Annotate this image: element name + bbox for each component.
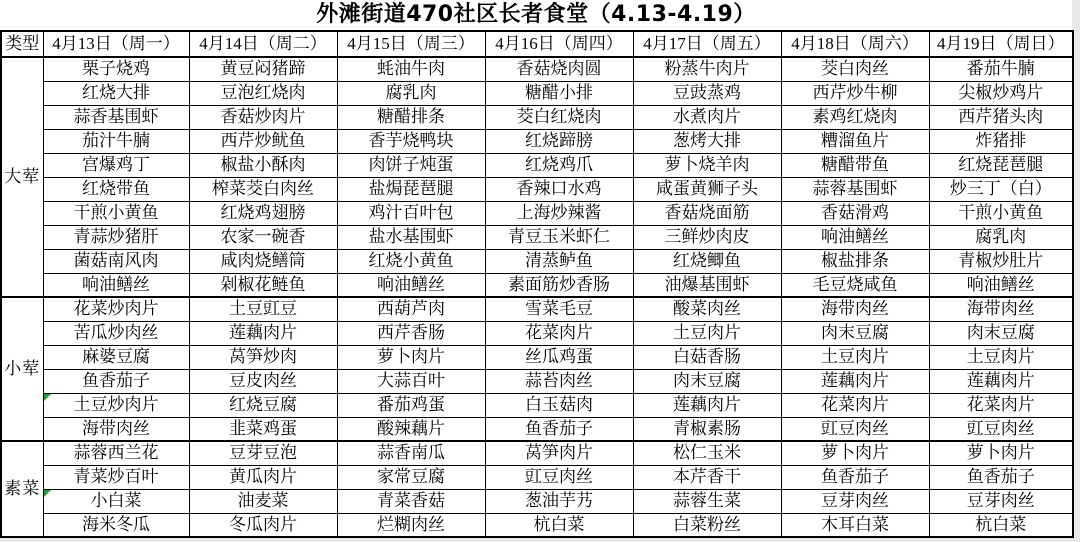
dish-cell: 蒜蓉生菜 xyxy=(633,489,781,513)
dish-cell: 粉蒸牛肉片 xyxy=(633,57,781,81)
dish-cell: 蒜蓉基围虾 xyxy=(781,177,929,201)
dish-cell: 上海炒辣酱 xyxy=(485,201,633,225)
dish-cell: 尖椒炒鸡片 xyxy=(929,81,1073,105)
dish-cell: 白玉菇肉 xyxy=(485,393,633,417)
dish-cell: 莴笋肉片 xyxy=(485,441,633,465)
dish-cell: 葱油芋艿 xyxy=(485,489,633,513)
dish-cell: 油爆基围虾 xyxy=(633,273,781,297)
dish-cell: 炸猪排 xyxy=(929,129,1073,153)
table-row xyxy=(1,297,1073,321)
dish-cell: 西芹炒鱿鱼 xyxy=(189,129,337,153)
dish-cell: 豆芽豆泡 xyxy=(189,441,337,465)
dish-cell: 萝卜肉片 xyxy=(781,441,929,465)
dish-cell: 椒盐小酥肉 xyxy=(189,153,337,177)
dish-cell: 莲藕肉片 xyxy=(929,369,1073,393)
dish-cell: 木耳白菜 xyxy=(781,513,929,537)
dish-cell: 红烧大排 xyxy=(43,81,189,105)
dish-cell: 红烧鲫鱼 xyxy=(633,249,781,273)
dish-cell: 海米冬瓜 xyxy=(43,513,189,537)
dish-cell: 茄汁牛腩 xyxy=(43,129,189,153)
table-row xyxy=(1,417,1073,441)
dish-cell: 花菜肉片 xyxy=(781,393,929,417)
dish-cell: 糟溜鱼片 xyxy=(781,129,929,153)
dish-cell: 小白菜 xyxy=(43,489,189,513)
dish-cell: 农家一碗香 xyxy=(189,225,337,249)
dish-cell: 鱼香茄子 xyxy=(43,369,189,393)
type-column-header: 类型 xyxy=(1,31,43,57)
dish-cell: 豆芽肉丝 xyxy=(929,489,1073,513)
day-column-header: 4月19日（周日） xyxy=(929,31,1073,57)
dish-cell: 萝卜烧羊肉 xyxy=(633,153,781,177)
day-column-header: 4月16日（周四） xyxy=(485,31,633,57)
dish-cell: 海带肉丝 xyxy=(43,417,189,441)
dish-cell: 番茄鸡蛋 xyxy=(337,393,485,417)
dish-cell: 土豆肉片 xyxy=(929,345,1073,369)
dish-cell: 莲藕肉片 xyxy=(781,369,929,393)
page-title: 外滩街道470社区长者食堂（4.13-4.19） xyxy=(0,0,1072,30)
table-row xyxy=(1,153,1073,177)
dish-cell: 莴笋炒肉 xyxy=(189,345,337,369)
table-row xyxy=(1,273,1073,297)
dish-cell: 豆泡红烧肉 xyxy=(189,81,337,105)
table-row xyxy=(1,441,1073,465)
dish-cell: 黄豆闷猪蹄 xyxy=(189,57,337,81)
dish-cell: 青椒炒肚片 xyxy=(929,249,1073,273)
dish-cell: 响油鳝丝 xyxy=(43,273,189,297)
dish-cell: 榨菜茭白肉丝 xyxy=(189,177,337,201)
table-row xyxy=(1,81,1073,105)
dish-cell: 响油鳝丝 xyxy=(929,273,1073,297)
dish-cell: 土豆肉片 xyxy=(781,345,929,369)
dish-cell: 茭白肉丝 xyxy=(781,57,929,81)
dish-cell: 杭白菜 xyxy=(485,513,633,537)
dish-cell: 素面筋炒香肠 xyxy=(485,273,633,297)
dish-cell: 蚝油牛肉 xyxy=(337,57,485,81)
dish-cell: 响油鳝丝 xyxy=(781,225,929,249)
dish-cell: 糖醋带鱼 xyxy=(781,153,929,177)
dish-cell: 响油鳝丝 xyxy=(337,273,485,297)
dish-cell: 大蒜百叶 xyxy=(337,369,485,393)
dish-cell: 咸肉烧鳝筒 xyxy=(189,249,337,273)
dish-cell: 蒜香基围虾 xyxy=(43,105,189,129)
table-row xyxy=(1,465,1073,489)
dish-cell: 萝卜肉片 xyxy=(337,345,485,369)
dish-cell: 蒜香南瓜 xyxy=(337,441,485,465)
dish-cell: 杭白菜 xyxy=(929,513,1073,537)
dish-cell: 青蒜炒猪肝 xyxy=(43,225,189,249)
table-row xyxy=(1,225,1073,249)
dish-cell: 椒盐排条 xyxy=(781,249,929,273)
dish-cell: 花菜肉片 xyxy=(485,321,633,345)
dish-cell: 红烧蹄膀 xyxy=(485,129,633,153)
dish-cell: 白菜粉丝 xyxy=(633,513,781,537)
dish-cell: 红烧鸡爪 xyxy=(485,153,633,177)
section-label: 素菜 xyxy=(1,441,43,537)
dish-cell: 青椒素肠 xyxy=(633,417,781,441)
dish-cell: 土豆肉片 xyxy=(633,321,781,345)
table-row xyxy=(1,513,1073,537)
dish-cell: 三鲜炒肉皮 xyxy=(633,225,781,249)
dish-cell: 苦瓜炒肉丝 xyxy=(43,321,189,345)
dish-cell: 萝卜肉片 xyxy=(929,441,1073,465)
day-column-header: 4月14日（周二） xyxy=(189,31,337,57)
dish-cell: 豇豆肉丝 xyxy=(929,417,1073,441)
dish-cell: 香菇烧面筋 xyxy=(633,201,781,225)
table-row xyxy=(1,345,1073,369)
table-row xyxy=(1,489,1073,513)
dish-cell: 鸡汁百叶包 xyxy=(337,201,485,225)
dish-cell: 蒜蓉西兰花 xyxy=(43,441,189,465)
dish-cell: 西葫芦肉 xyxy=(337,297,485,321)
dish-cell: 香菇滑鸡 xyxy=(781,201,929,225)
dish-cell: 白菇香肠 xyxy=(633,345,781,369)
dish-cell: 韭菜鸡蛋 xyxy=(189,417,337,441)
dish-cell: 花菜炒肉片 xyxy=(43,297,189,321)
dish-cell: 肉末豆腐 xyxy=(633,369,781,393)
dish-cell: 干煎小黄鱼 xyxy=(929,201,1073,225)
dish-cell: 腐乳肉 xyxy=(337,81,485,105)
table-row xyxy=(1,321,1073,345)
dish-cell: 土豆豇豆 xyxy=(189,297,337,321)
dish-cell: 冬瓜肉片 xyxy=(189,513,337,537)
dish-cell: 毛豆烧咸鱼 xyxy=(781,273,929,297)
dish-cell: 海带肉丝 xyxy=(781,297,929,321)
dish-cell: 麻婆豆腐 xyxy=(43,345,189,369)
dish-cell: 莲藕肉片 xyxy=(633,393,781,417)
dish-cell: 清蒸鲈鱼 xyxy=(485,249,633,273)
dish-cell: 油麦菜 xyxy=(189,489,337,513)
table-row xyxy=(1,129,1073,153)
dish-cell: 干煎小黄鱼 xyxy=(43,201,189,225)
dish-cell: 盐焗琵琶腿 xyxy=(337,177,485,201)
dish-cell: 酸菜肉丝 xyxy=(633,297,781,321)
dish-cell: 糖醋小排 xyxy=(485,81,633,105)
dish-cell: 海带肉丝 xyxy=(929,297,1073,321)
day-column-header: 4月13日（周一） xyxy=(43,31,189,57)
dish-cell: 茭白红烧肉 xyxy=(485,105,633,129)
dish-cell: 莲藕肉片 xyxy=(189,321,337,345)
dish-cell: 红烧小黄鱼 xyxy=(337,249,485,273)
dish-cell: 宫爆鸡丁 xyxy=(43,153,189,177)
table-row xyxy=(1,393,1073,417)
dish-cell: 西芹猪头肉 xyxy=(929,105,1073,129)
dish-cell: 腐乳肉 xyxy=(929,225,1073,249)
dish-cell: 丝瓜鸡蛋 xyxy=(485,345,633,369)
table-row xyxy=(1,201,1073,225)
menu-body xyxy=(1,57,1073,537)
dish-cell: 红烧鸡翅膀 xyxy=(189,201,337,225)
dish-cell: 红烧带鱼 xyxy=(43,177,189,201)
dish-cell: 青豆玉米虾仁 xyxy=(485,225,633,249)
dish-cell: 葱烤大排 xyxy=(633,129,781,153)
dish-cell: 咸蛋黄狮子头 xyxy=(633,177,781,201)
dish-cell: 番茄牛腩 xyxy=(929,57,1073,81)
dish-cell: 肉末豆腐 xyxy=(781,321,929,345)
menu-table xyxy=(0,30,1074,538)
dish-cell: 黄瓜肉片 xyxy=(189,465,337,489)
dish-cell: 豇豆肉丝 xyxy=(485,465,633,489)
dish-cell: 香芋烧鸭块 xyxy=(337,129,485,153)
dish-cell: 肉饼子炖蛋 xyxy=(337,153,485,177)
dish-cell: 豆豉蒸鸡 xyxy=(633,81,781,105)
dish-cell: 豆皮肉丝 xyxy=(189,369,337,393)
table-row xyxy=(1,177,1073,201)
dish-cell: 香菇炒肉片 xyxy=(189,105,337,129)
dish-cell: 栗子烧鸡 xyxy=(43,57,189,81)
dish-cell: 剁椒花鲢鱼 xyxy=(189,273,337,297)
dish-cell: 土豆炒肉片 xyxy=(43,393,189,417)
dish-cell: 鱼香茄子 xyxy=(929,465,1073,489)
dish-cell: 红烧琵琶腿 xyxy=(929,153,1073,177)
dish-cell: 香辣口水鸡 xyxy=(485,177,633,201)
dish-cell: 松仁玉米 xyxy=(633,441,781,465)
dish-cell: 青菜炒百叶 xyxy=(43,465,189,489)
dish-cell: 菌菇南风肉 xyxy=(43,249,189,273)
dish-cell: 鱼香茄子 xyxy=(485,417,633,441)
dish-cell: 红烧豆腐 xyxy=(189,393,337,417)
table-row xyxy=(1,105,1073,129)
dish-cell: 盐水基围虾 xyxy=(337,225,485,249)
table-row xyxy=(1,57,1073,81)
dish-cell: 西芹炒牛柳 xyxy=(781,81,929,105)
dish-cell: 本芹香干 xyxy=(633,465,781,489)
table-row xyxy=(1,249,1073,273)
dish-cell: 豆芽肉丝 xyxy=(781,489,929,513)
section-label: 小荤 xyxy=(1,297,43,441)
dish-cell: 鱼香茄子 xyxy=(781,465,929,489)
dish-cell: 糖醋排条 xyxy=(337,105,485,129)
dish-cell: 烂糊肉丝 xyxy=(337,513,485,537)
dish-cell: 酸辣藕片 xyxy=(337,417,485,441)
dish-cell: 肉末豆腐 xyxy=(929,321,1073,345)
dish-cell: 素鸡红烧肉 xyxy=(781,105,929,129)
dish-cell: 蒜苔肉丝 xyxy=(485,369,633,393)
section-label: 大荤 xyxy=(1,57,43,297)
day-column-header: 4月18日（周六） xyxy=(781,31,929,57)
dish-cell: 家常豆腐 xyxy=(337,465,485,489)
dish-cell: 水煮肉片 xyxy=(633,105,781,129)
dish-cell: 花菜肉片 xyxy=(929,393,1073,417)
header-row xyxy=(1,31,1073,57)
dish-cell: 西芹香肠 xyxy=(337,321,485,345)
dish-cell: 香菇烧肉圆 xyxy=(485,57,633,81)
day-column-header: 4月15日（周三） xyxy=(337,31,485,57)
day-column-header: 4月17日（周五） xyxy=(633,31,781,57)
dish-cell: 炒三丁（白） xyxy=(929,177,1073,201)
table-row xyxy=(1,369,1073,393)
dish-cell: 豇豆肉丝 xyxy=(781,417,929,441)
dish-cell: 雪菜毛豆 xyxy=(485,297,633,321)
dish-cell: 青菜香菇 xyxy=(337,489,485,513)
